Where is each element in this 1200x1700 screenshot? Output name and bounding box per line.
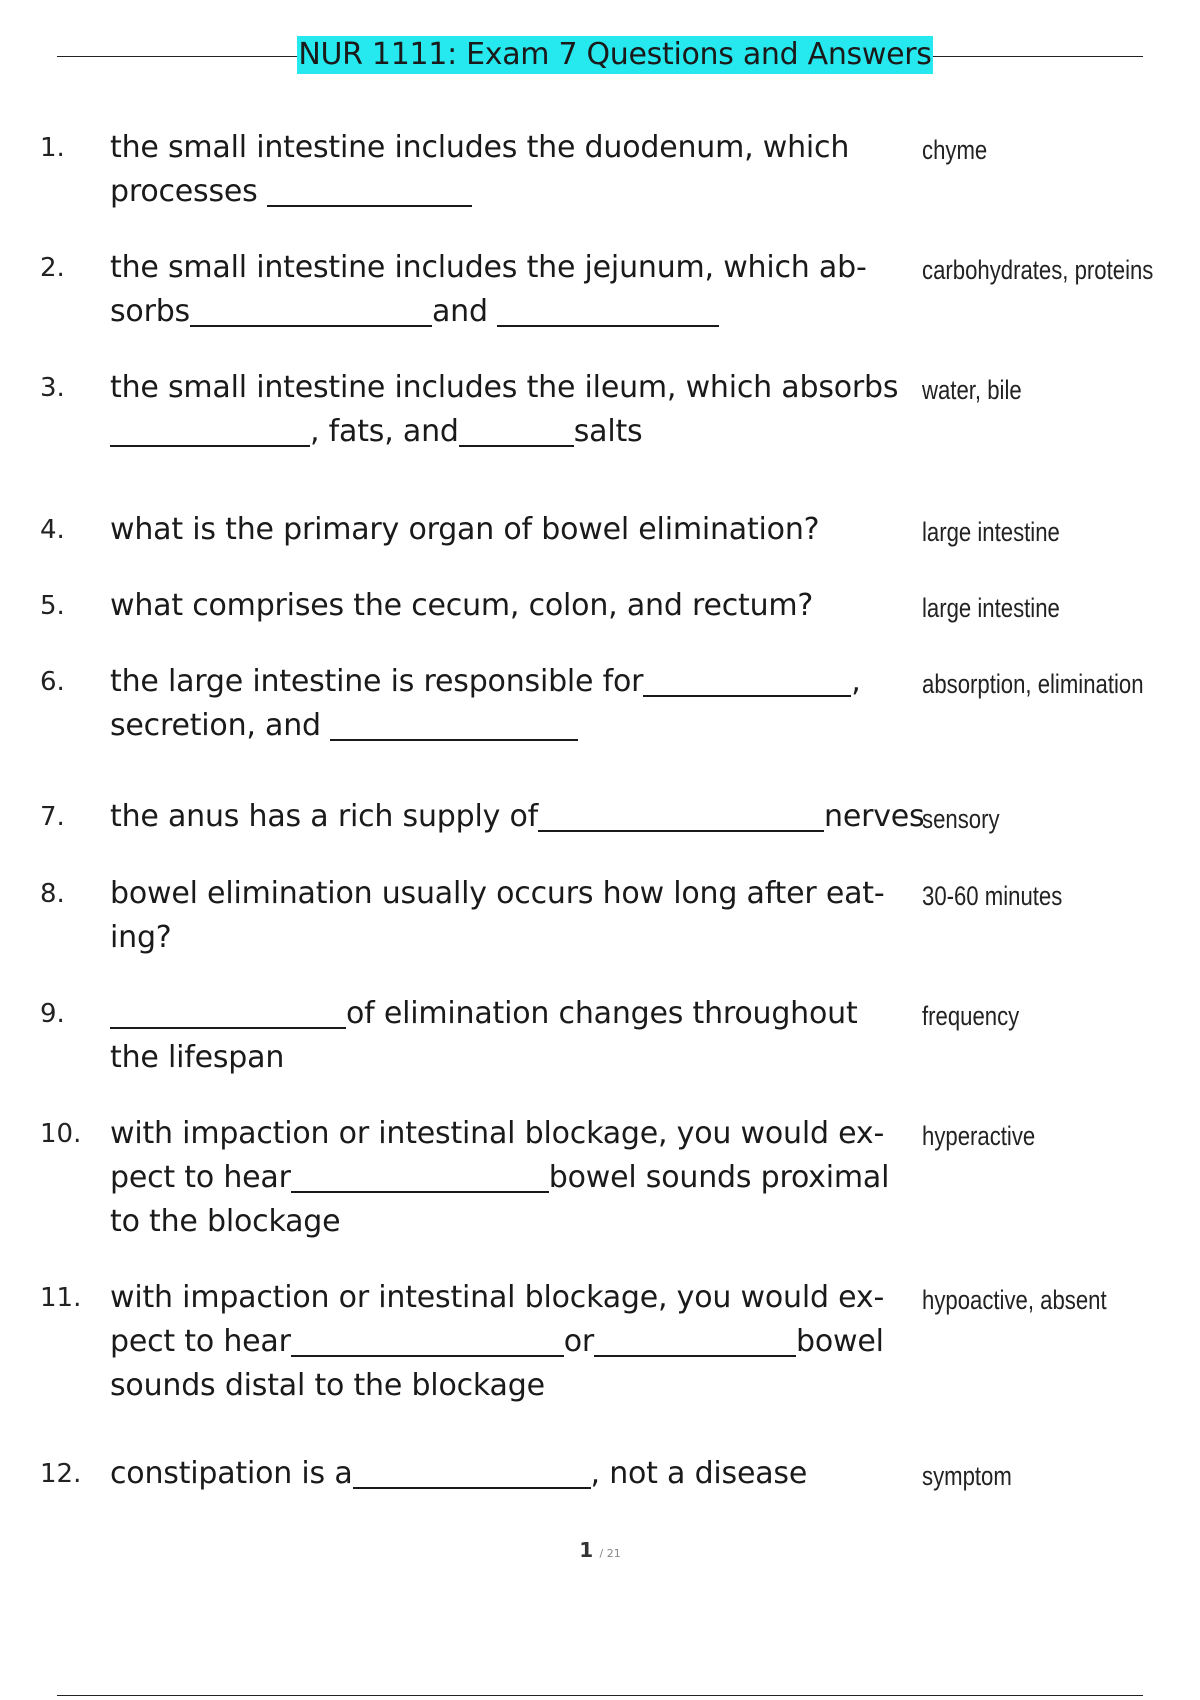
- answer-blank: [291, 1325, 564, 1357]
- answer-blank: [497, 295, 719, 327]
- question-text-segment: secretion, and: [110, 708, 331, 743]
- answer-text: symptom: [922, 1461, 1012, 1491]
- question-text-segment: salts: [573, 414, 643, 449]
- question-text-segment: , fats, and: [310, 414, 459, 449]
- question-text: [110, 872, 910, 960]
- answer-blank: [538, 800, 824, 832]
- question-text-segment: the lifespan: [110, 1040, 285, 1075]
- answer-blank: [353, 1457, 591, 1489]
- question-text-segment: what comprises the cecum, colon, and rectum?: [110, 588, 814, 623]
- question-text: [110, 795, 925, 839]
- question-text-segment: bowel sounds proximal: [548, 1160, 890, 1195]
- question-text-segment: ing?: [110, 920, 172, 955]
- question-text-segment: the small intestine includes the ileum, which absorbs: [110, 370, 899, 405]
- document-title: NUR 1111: Exam 7 Questions and Answers: [298, 37, 932, 72]
- question-text: [110, 1452, 910, 1496]
- title-rule-left: [57, 56, 297, 57]
- answer-text: hypoactive, absent: [922, 1285, 1107, 1315]
- question-text-segment: bowel elimination usually occurs how long after eat-: [110, 876, 885, 911]
- question-number: 6.: [40, 667, 65, 697]
- answer-blank: [330, 709, 578, 741]
- question-text: [110, 1276, 910, 1408]
- answer-blank: [643, 665, 851, 697]
- answer-text: water, bile: [922, 375, 1022, 405]
- question-text-segment: to the blockage: [110, 1204, 341, 1239]
- answer-text: chyme: [922, 135, 988, 165]
- question-text-segment: or: [563, 1324, 595, 1359]
- title-rule-right: [933, 56, 1143, 57]
- question-text-segment: the anus has a rich supply of: [110, 799, 539, 834]
- question-text-segment: ,: [851, 664, 861, 699]
- question-text-segment: what is the primary organ of bowel elimination?: [110, 512, 820, 547]
- question-text: [110, 992, 910, 1080]
- answer-text: large intestine: [922, 593, 1060, 623]
- question-text-segment: pect to hear: [110, 1324, 291, 1359]
- answer-blank: [190, 295, 432, 327]
- answer-text: absorption, elimination: [922, 669, 1144, 699]
- question-text-segment: the large intestine is responsible for: [110, 664, 644, 699]
- question-number: 9.: [40, 999, 65, 1029]
- answer-blank: [267, 175, 472, 207]
- answer-text: carbohydrates, proteins: [922, 255, 1154, 285]
- question-number: 2.: [40, 253, 65, 283]
- question-text-segment: sorbs: [110, 294, 190, 329]
- answer-text: frequency: [922, 1001, 1020, 1031]
- question-text-segment: and: [432, 294, 498, 329]
- question-text: [110, 508, 910, 552]
- question-text-segment: bowel: [796, 1324, 884, 1359]
- answer-blank: [594, 1325, 796, 1357]
- question-number: 4.: [40, 515, 65, 545]
- question-text-segment: the small intestine includes the duodenum, which: [110, 130, 850, 165]
- question-text-segment: with impaction or intestinal blockage, you would ex-: [110, 1116, 885, 1151]
- question-text-segment: the small intestine includes the jejunum, which ab-: [110, 250, 867, 285]
- answer-blank: [110, 415, 310, 447]
- question-text: [110, 660, 910, 748]
- title-row: [57, 36, 1143, 76]
- question-text-segment: nerves: [824, 799, 925, 834]
- question-number: 5.: [40, 591, 65, 621]
- answer-text: large intestine: [922, 517, 1060, 547]
- answer-text: sensory: [922, 804, 1000, 834]
- current-page: 1: [579, 1538, 594, 1562]
- question-text-segment: of elimination changes throughout: [346, 996, 858, 1031]
- answer-text: 30-60 minutes: [922, 881, 1063, 911]
- page-number: [560, 1538, 640, 1562]
- answer-blank: [110, 997, 346, 1029]
- question-text: [110, 126, 910, 214]
- question-number: 7.: [40, 802, 65, 832]
- question-number: 12.: [40, 1459, 82, 1489]
- question-text-segment: with impaction or intestinal blockage, you would ex-: [110, 1280, 885, 1315]
- question-text: [110, 366, 910, 454]
- answer-text: hyperactive: [922, 1121, 1036, 1151]
- answer-blank: [459, 415, 574, 447]
- answer-blank: [291, 1161, 549, 1193]
- question-number: 10.: [40, 1119, 82, 1149]
- question-text-segment: pect to hear: [110, 1160, 291, 1195]
- question-number: 11.: [40, 1283, 82, 1313]
- question-text: [110, 1112, 910, 1244]
- question-text-segment: , not a disease: [590, 1456, 808, 1491]
- question-text-segment: processes: [110, 174, 267, 209]
- question-number: 8.: [40, 879, 65, 909]
- footer-rule: [57, 1695, 1143, 1696]
- question-number: 3.: [40, 373, 65, 403]
- question-number: 1.: [40, 133, 65, 163]
- question-text-segment: constipation is a: [110, 1456, 353, 1491]
- question-text: [110, 584, 910, 628]
- total-pages: / 21: [599, 1547, 621, 1560]
- question-text-segment: sounds distal to the blockage: [110, 1368, 545, 1403]
- question-text: [110, 246, 910, 334]
